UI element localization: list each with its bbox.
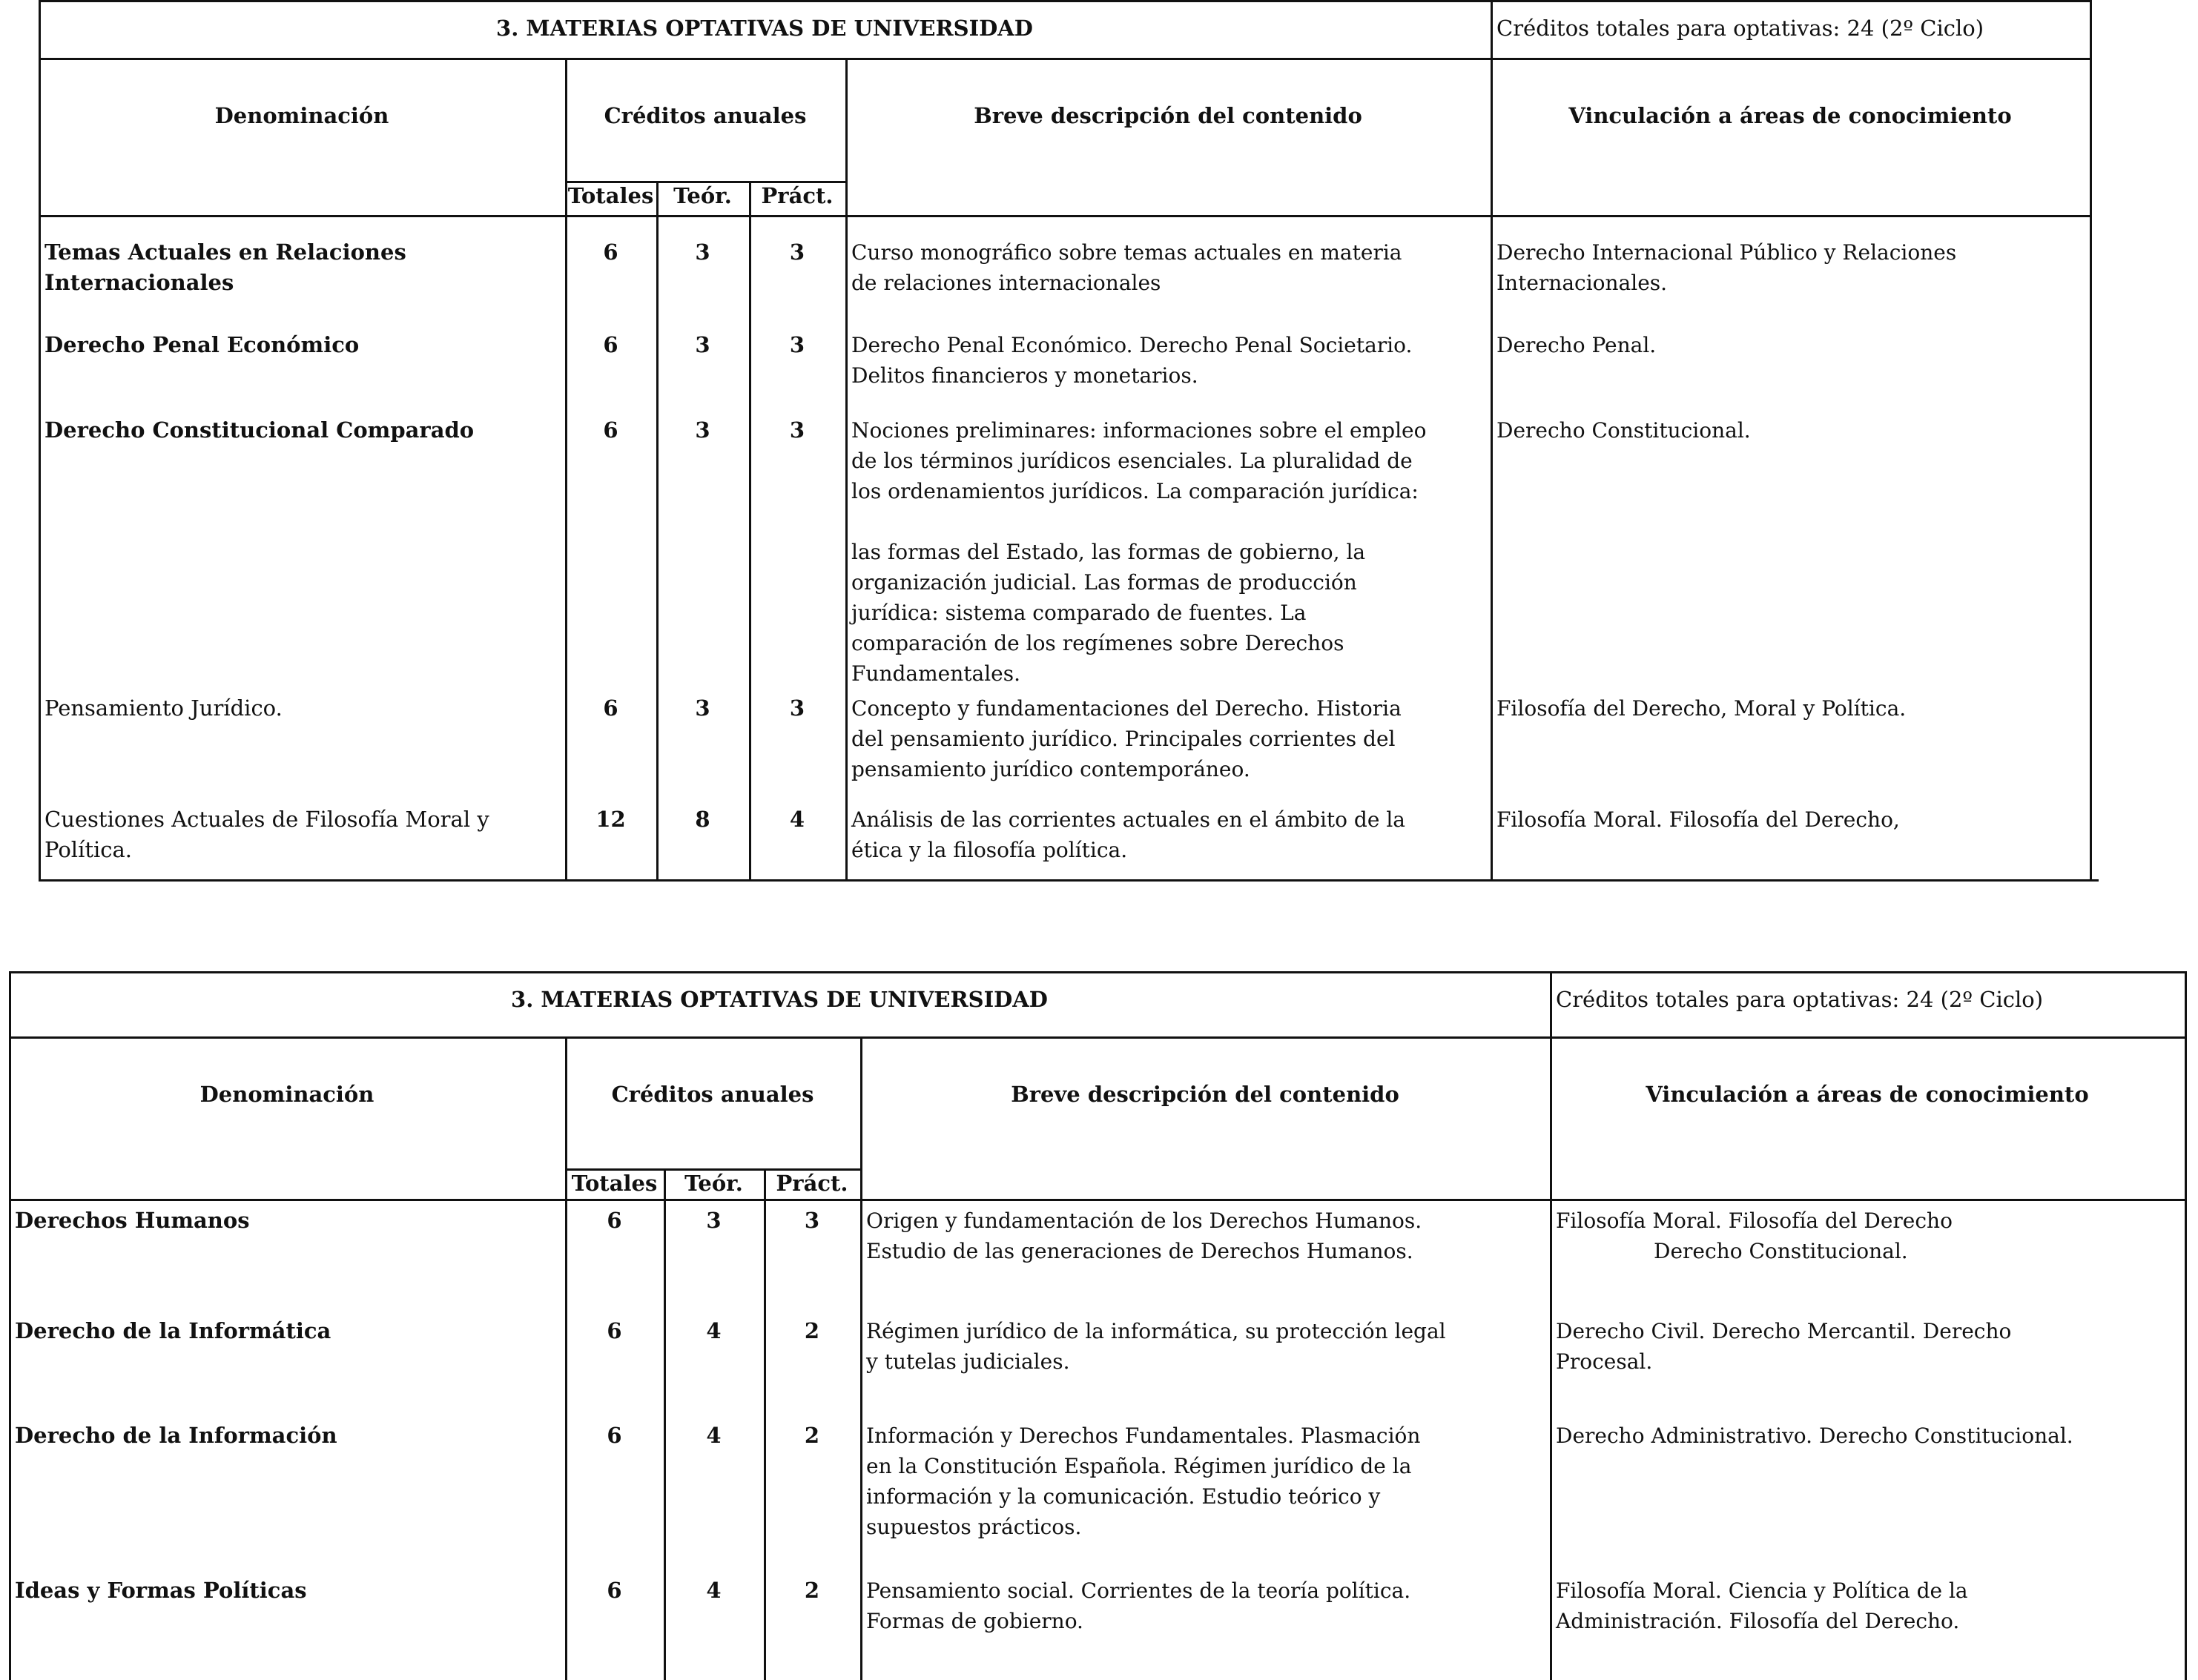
- row-description-line: pensamiento jurídico contemporáneo.: [851, 757, 1250, 781]
- header-areas: Vinculación a áreas de conocimiento: [1646, 1082, 2089, 1107]
- row-description-line: jurídica: sistema comparado de fuentes. La: [851, 601, 1307, 625]
- row-description-line: organización judicial. Las formas de producción: [851, 570, 1357, 595]
- row-areas-line: Derecho Internacional Público y Relaciones: [1496, 240, 1957, 265]
- credits-note: Créditos totales para optativas: 24 (2º Ciclo): [1496, 16, 1984, 41]
- row-name: Derechos Humanos: [15, 1208, 250, 1233]
- horizontal-rule: [39, 58, 2090, 60]
- row-theory: 3: [706, 1208, 722, 1233]
- row-practice: 2: [804, 1318, 820, 1343]
- row-description-line: Formas de gobierno.: [866, 1609, 1083, 1633]
- row-theory: 4: [706, 1318, 722, 1343]
- row-description-line: las formas del Estado, las formas de gobierno, la: [851, 540, 1366, 564]
- header-total: Totales: [571, 1171, 658, 1196]
- row-practice: 3: [789, 239, 805, 265]
- row-areas-line: Derecho Penal.: [1496, 333, 1657, 357]
- row-theory: 3: [695, 239, 710, 265]
- row-description-line: Derecho Penal Económico. Derecho Penal Societario.: [851, 333, 1413, 357]
- header-total: Totales: [567, 183, 654, 208]
- horizontal-rule: [9, 971, 2185, 973]
- row-total: 6: [607, 1578, 622, 1603]
- row-description-line: Concepto y fundamentaciones del Derecho. Historia: [851, 696, 1402, 721]
- row-practice: 2: [804, 1578, 820, 1603]
- row-areas-line: Derecho Civil. Derecho Mercantil. Derecho: [1556, 1319, 2012, 1343]
- row-description-line: Delitos financieros y monetarios.: [851, 363, 1198, 388]
- row-areas-line: Filosofía Moral. Filosofía del Derecho,: [1496, 807, 1900, 832]
- vertical-rule: [1550, 971, 1552, 1680]
- row-description-line: Estudio de las generaciones de Derechos Humanos.: [866, 1239, 1413, 1263]
- header-name: Denominación: [214, 103, 389, 128]
- header-credits: Créditos anuales: [604, 103, 807, 128]
- row-name: Derecho de la Informática: [15, 1318, 331, 1343]
- row-description-line: ética y la filosofía política.: [851, 838, 1128, 862]
- row-description-line: información y la comunicación. Estudio teórico y: [866, 1484, 1381, 1509]
- row-practice: 3: [789, 332, 805, 357]
- row-description-line: Análisis de las corrientes actuales en el ámbito de la: [851, 807, 1405, 832]
- row-areas-line: Derecho Constitucional.: [1496, 418, 1751, 443]
- header-practice: Práct.: [761, 183, 834, 208]
- row-description-line: Fundamentales.: [851, 661, 1021, 686]
- row-description-line: comparación de los regímenes sobre Derechos: [851, 631, 1344, 655]
- table-title: 3. MATERIAS OPTATIVAS DE UNIVERSIDAD: [496, 16, 1033, 41]
- row-name: Pensamiento Jurídico.: [44, 695, 283, 721]
- row-total: 6: [603, 332, 618, 357]
- row-name: Temas Actuales en Relaciones: [44, 239, 406, 265]
- row-total: 12: [595, 807, 626, 832]
- row-description-line: Curso monográfico sobre temas actuales en materia: [851, 240, 1402, 265]
- row-description-line: Origen y fundamentación de los Derechos Humanos.: [866, 1208, 1422, 1233]
- vertical-rule: [2090, 0, 2092, 879]
- row-areas-line: Internacionales.: [1496, 271, 1668, 295]
- row-name: Política.: [44, 837, 133, 862]
- row-areas-line: Filosofía Moral. Filosofía del Derecho: [1556, 1208, 1953, 1233]
- row-areas-line: Procesal.: [1556, 1349, 1653, 1374]
- row-total: 6: [603, 417, 618, 443]
- row-description-line: Nociones preliminares: informaciones sobre el empleo: [851, 418, 1427, 443]
- vertical-rule: [9, 971, 11, 1680]
- row-total: 6: [607, 1423, 622, 1448]
- row-description-line: Pensamiento social. Corrientes de la teoría política.: [866, 1578, 1411, 1603]
- horizontal-rule: [39, 879, 2099, 882]
- header-description: Breve descripción del contenido: [1011, 1082, 1399, 1107]
- vertical-rule: [860, 1036, 862, 1680]
- row-practice: 3: [789, 417, 805, 443]
- header-theory: Teór.: [673, 183, 732, 208]
- row-name: Derecho de la Información: [15, 1423, 337, 1448]
- row-practice: 2: [804, 1423, 820, 1448]
- row-description-line: Régimen jurídico de la informática, su protección legal: [866, 1319, 1446, 1343]
- credits-note: Créditos totales para optativas: 24 (2º Ciclo): [1556, 987, 2044, 1012]
- header-name: Denominación: [199, 1082, 374, 1107]
- row-theory: 8: [695, 807, 710, 832]
- row-areas-line: Derecho Administrativo. Derecho Constitucional.: [1556, 1423, 2073, 1448]
- row-areas-line: Derecho Constitucional.: [1654, 1239, 1908, 1263]
- vertical-rule: [39, 0, 41, 879]
- row-practice: 3: [804, 1208, 820, 1233]
- row-description-line: Información y Derechos Fundamentales. Plasmación: [866, 1423, 1421, 1448]
- header-description: Breve descripción del contenido: [974, 103, 1362, 128]
- row-name: Ideas y Formas Políticas: [15, 1578, 307, 1603]
- row-description-line: y tutelas judiciales.: [866, 1349, 1070, 1374]
- row-areas-line: Filosofía del Derecho, Moral y Política.: [1496, 696, 1907, 721]
- row-name: Cuestiones Actuales de Filosofía Moral y: [44, 807, 489, 832]
- row-total: 6: [607, 1318, 622, 1343]
- row-theory: 3: [695, 332, 710, 357]
- row-description-line: de los términos jurídicos esenciales. La pluralidad de: [851, 449, 1413, 473]
- row-description-line: los ordenamientos jurídicos. La comparación jurídica:: [851, 479, 1419, 503]
- header-theory: Teór.: [684, 1171, 743, 1196]
- vertical-rule: [1491, 0, 1493, 879]
- row-total: 6: [603, 239, 618, 265]
- row-areas-line: Filosofía Moral. Ciencia y Política de la: [1556, 1578, 1968, 1603]
- row-name: Derecho Constitucional Comparado: [44, 417, 475, 443]
- row-description-line: en la Constitución Española. Régimen jurídico de la: [866, 1454, 1412, 1478]
- vertical-rule: [656, 181, 659, 879]
- row-areas-line: Administración. Filosofía del Derecho.: [1556, 1609, 1960, 1633]
- row-practice: 3: [789, 695, 805, 721]
- row-theory: 3: [695, 417, 710, 443]
- vertical-rule: [749, 181, 751, 879]
- row-theory: 3: [695, 695, 710, 721]
- horizontal-rule: [9, 1036, 2185, 1039]
- row-description-line: supuestos prácticos.: [866, 1515, 1082, 1539]
- horizontal-rule: [9, 1199, 2185, 1201]
- header-areas: Vinculación a áreas de conocimiento: [1568, 103, 2012, 128]
- table-title: 3. MATERIAS OPTATIVAS DE UNIVERSIDAD: [511, 987, 1048, 1012]
- vertical-rule: [845, 58, 848, 879]
- header-practice: Práct.: [776, 1171, 848, 1196]
- header-credits: Créditos anuales: [611, 1082, 814, 1107]
- row-total: 6: [603, 695, 618, 721]
- row-name: Derecho Penal Económico: [44, 332, 360, 357]
- row-practice: 4: [789, 807, 805, 832]
- row-total: 6: [607, 1208, 622, 1233]
- row-name: Internacionales: [44, 270, 234, 295]
- row-description-line: del pensamiento jurídico. Principales corrientes del: [851, 727, 1396, 751]
- horizontal-rule: [39, 215, 2090, 217]
- row-theory: 4: [706, 1423, 722, 1448]
- vertical-rule: [2185, 971, 2187, 1680]
- horizontal-rule: [39, 0, 2090, 2]
- row-theory: 4: [706, 1578, 722, 1603]
- row-description-line: de relaciones internacionales: [851, 271, 1161, 295]
